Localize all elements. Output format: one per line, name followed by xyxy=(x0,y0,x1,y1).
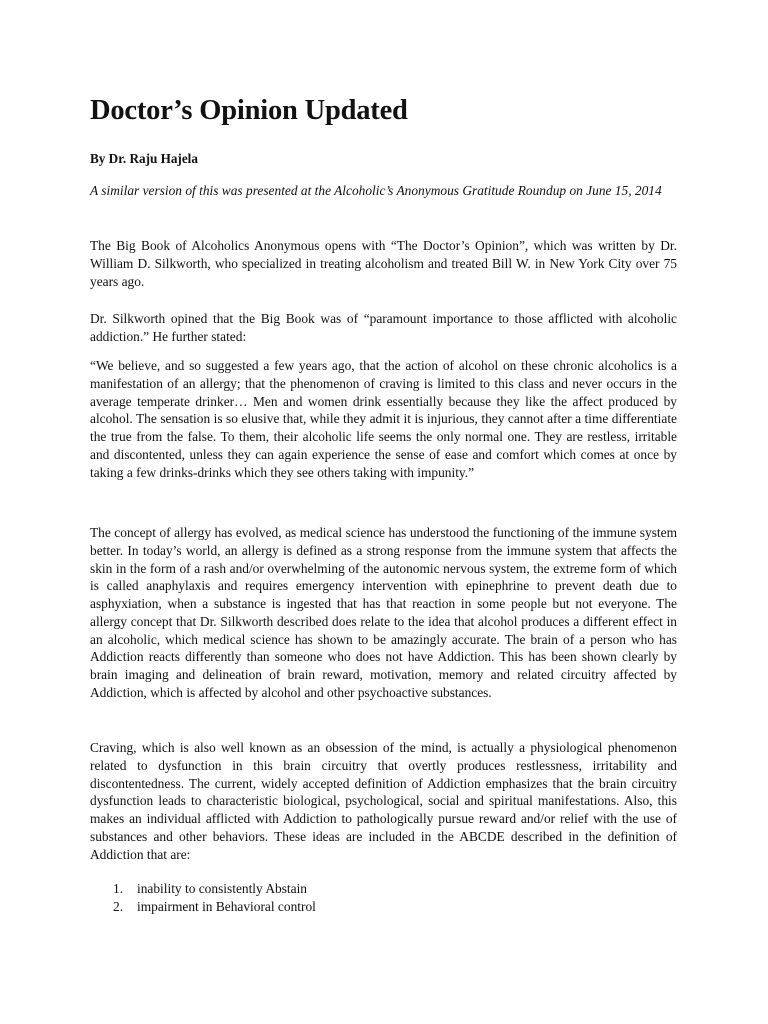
presentation-note: A similar version of this was presented at the Alcoholic’s Anonymous Gratitude Roundup on June 15, 2014 xyxy=(90,183,662,198)
list-item xyxy=(113,898,316,916)
paragraph-silkworth-opinion: Dr. Silkworth opined that the Big Book was of “paramount importance to those afflicted with alcoholic addiction.” He further stated: xyxy=(90,311,677,344)
list-item-text: impairment in Behavioral control xyxy=(137,899,316,914)
list-item-number: 2. xyxy=(113,899,124,914)
paragraph-craving: Craving, which is also well known as an obsession of the mind, is actually a physiological phenomenon related to dysfunction in this brain circuitry that overtly produces restlessness, irritability and discontentedness. The current, widely accepted definition of Addiction emphasizes that the brain circuitry dysfunction leads to characteristic biological, psychological, social and spiritual manifestations. Also, this makes an individual afflicted with Addiction to pathologically pursue reward and/or relief with the use of substances and other behaviors. These ideas are included in the ABCDE described in the definition of Addiction that are: xyxy=(90,740,677,862)
list-item-number: 1. xyxy=(113,881,124,896)
list-item-text: inability to consistently Abstain xyxy=(137,881,307,896)
list-item xyxy=(113,880,316,898)
document-title: Doctor’s Opinion Updated xyxy=(90,95,408,126)
paragraph-intro: The Big Book of Alcoholics Anonymous opens with “The Doctor’s Opinion”, which was written by Dr. William D. Silkworth, who specialized in treating alcoholism and treated Bill W. in New York City over 75 years ago. xyxy=(90,238,677,289)
abcde-list xyxy=(113,880,316,916)
author-byline: By Dr. Raju Hajela xyxy=(90,151,198,166)
paragraph-allergy-concept: The concept of allergy has evolved, as medical science has understood the functioning of the immune system better. In today’s world, an allergy is defined as a strong response from the immune system that affects the skin in the form of a rash and/or overwhelming of the autonomic nervous system, the extreme form of which is called anaphylaxis and requires emergency intervention with epinephrine to prevent death due to asphyxiation, when a substance is ingested that has that reaction in some people but not everyone. The allergy concept that Dr. Silkworth described does relate to the idea that alcohol produces a different effect in an alcoholic, which medical science has shown to be amazingly accurate. The brain of a person who has Addiction reacts differently than someone who does not have Addiction. This has been shown clearly by brain imaging and delineation of brain reward, motivation, memory and related circuitry affected by Addiction, which is affected by alcohol and other psychoactive substances. xyxy=(90,525,677,700)
paragraph-quote: “We believe, and so suggested a few years ago, that the action of alcohol on these chronic alcoholics is a manifestation of an allergy; that the phenomenon of craving is limited to this class and never occurs in the average temperate drinker… Men and women drink essentially because they like the affect produced by alcohol. The sensation is so elusive that, while they admit it is injurious, they cannot after a time differentiate the true from the false. To them, their alcoholic life seems the only normal one. They are restless, irritable and discontented, unless they can again experience the sense of ease and comfort which comes at once by taking a few drinks-drinks which they see others taking with impunity.” xyxy=(90,358,677,480)
